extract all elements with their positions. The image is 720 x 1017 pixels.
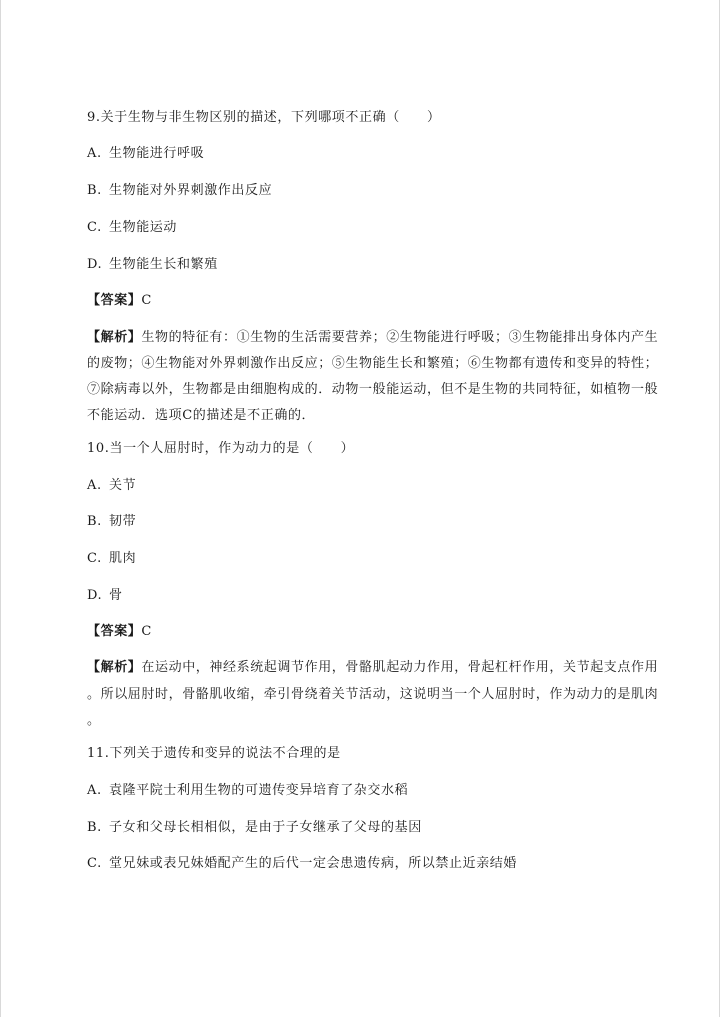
- question-10-option-b: [87, 514, 136, 530]
- option-letter: A.: [87, 783, 102, 798]
- answer-label: 【答案】: [87, 293, 142, 308]
- question-9-answer: [87, 293, 152, 309]
- question-11-stem: 11.下列关于遗传和变异的说法不合理的是: [87, 746, 341, 761]
- option-letter: D.: [87, 588, 103, 603]
- question-10-answer: [87, 624, 152, 640]
- question-9-analysis-line-1: [87, 330, 658, 346]
- analysis-label: 【解析】: [87, 330, 142, 345]
- question-10-analysis-line-2: 。所以屈肘时，骨骼肌收缩，牵引骨绕着关节活动，这说明当一个人屈肘时，作为动力的是肌肉: [87, 687, 659, 702]
- option-text: 生物能进行呼吸: [109, 146, 205, 161]
- option-letter: A.: [87, 146, 102, 161]
- option-text: 生物能对外界刺激作出反应: [109, 183, 273, 198]
- analysis-text: 生物的特征有：①生物的生活需要营养；②生物能进行呼吸；③生物能排出身体内产生: [141, 330, 659, 345]
- question-10-option-d: [87, 588, 123, 604]
- option-text: 关节: [109, 478, 137, 493]
- option-letter: B.: [87, 514, 102, 529]
- question-11-option-c: [87, 856, 517, 872]
- question-9-option-a: [87, 146, 204, 162]
- option-text: 堂兄妹或表兄妹婚配产生的后代一定会患遗传病，所以禁止近亲结婚: [109, 856, 518, 871]
- question-10-option-a: [87, 478, 136, 494]
- analysis-text: 在运动中，神经系统起调节作用，骨骼肌起动力作用，骨起杠杆作用，关节起支点作用: [141, 660, 659, 675]
- option-letter: A.: [87, 478, 102, 493]
- answer-label: 【答案】: [87, 624, 142, 639]
- question-9-analysis-line-2: 的废物；④生物能对外界刺激作出反应；⑤生物能生长和繁殖；⑥生物都有遗传和变异的特性；: [87, 356, 659, 371]
- option-text: 袁隆平院士利用生物的可遗传变异培育了杂交水稻: [109, 783, 409, 798]
- question-9-option-d: [87, 257, 218, 273]
- question-9-analysis-line-3: ⑦除病毒以外，生物都是由细胞构成的．动物一般能运动，但不是生物的共同特征，如植物一般: [87, 382, 659, 397]
- question-9-stem: 9.关于生物与非生物区别的描述，下列哪项不正确（ ）: [87, 110, 441, 125]
- option-letter: B.: [87, 183, 102, 198]
- option-letter: D.: [87, 257, 103, 272]
- option-text: 生物能生长和繁殖: [109, 257, 218, 272]
- analysis-label: 【解析】: [87, 660, 142, 675]
- option-letter: C.: [87, 220, 102, 235]
- question-9-option-b: [87, 183, 272, 199]
- question-11-option-b: [87, 820, 422, 836]
- option-letter: C.: [87, 551, 102, 566]
- question-10-analysis-line-1: [87, 660, 658, 676]
- question-9-analysis-line-4: 不能运动．选项C的描述是不正确的．: [87, 408, 316, 423]
- question-10-stem: 10.当一个人屈肘时，作为动力的是（ ）: [87, 441, 355, 456]
- option-text: 生物能运动: [109, 220, 178, 235]
- option-letter: B.: [87, 820, 102, 835]
- question-10-analysis-line-3: 。: [87, 713, 101, 728]
- option-text: 肌肉: [109, 551, 137, 566]
- option-text: 子女和父母长相相似，是由于子女继承了父母的基因: [109, 820, 422, 835]
- answer-value: C: [141, 624, 152, 639]
- option-text: 韧带: [109, 514, 137, 529]
- question-11-option-a: [87, 783, 408, 799]
- answer-value: C: [141, 293, 152, 308]
- question-10-option-c: [87, 551, 136, 567]
- option-text: 骨: [109, 588, 123, 603]
- question-9-option-c: [87, 220, 177, 236]
- option-letter: C.: [87, 856, 102, 871]
